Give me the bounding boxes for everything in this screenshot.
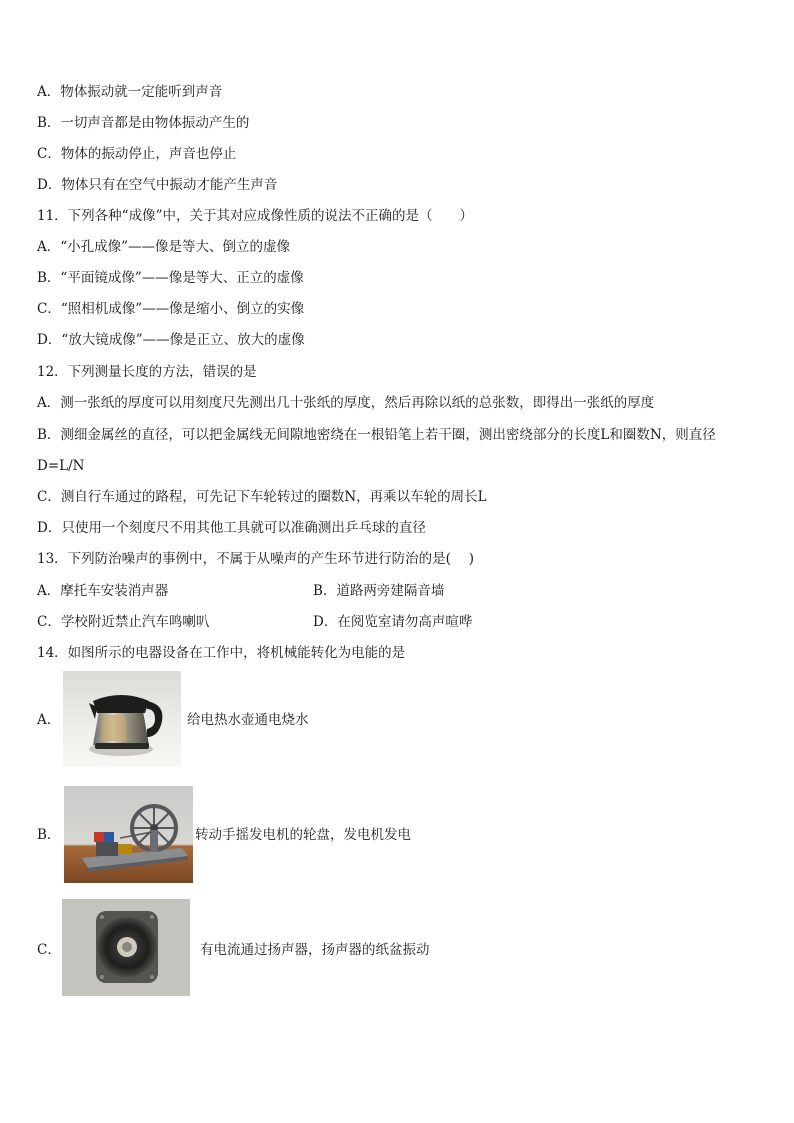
q10-option-c: C．物体的振动停止，声音也停止 xyxy=(37,146,237,162)
q13-stem: 13．下列防治噪声的事例中，不属于从噪声的产生环节进行防治的是( ) xyxy=(37,551,475,567)
q12-option-d: D．只使用一个刻度尺不用其他工具就可以准确测出乒乓球的直径 xyxy=(37,520,426,536)
q10-option-d: D．物体只有在空气中振动才能产生声音 xyxy=(37,177,278,193)
q14-option-a-label: A． xyxy=(37,712,61,728)
q12-option-c: C．测自行车通过的路程，可先记下车轮转过的圈数N，再乘以车轮的周长L xyxy=(37,489,487,505)
q14-option-b-label: B． xyxy=(37,827,61,843)
q10-option-a: A．物体振动就一定能听到声音 xyxy=(37,84,223,100)
electric-kettle-icon xyxy=(63,671,181,767)
electric-kettle-photo xyxy=(63,671,181,767)
q12-option-a: A．测一张纸的厚度可以用刻度尺先测出几十张纸的厚度，然后再除以纸的总张数，即得出一张纸的厚度 xyxy=(37,395,655,411)
loudspeaker-photo xyxy=(62,899,190,996)
q13-option-b: B．道路两旁建隔音墙 xyxy=(313,583,445,599)
q14-option-b-caption: 转动手摇发电机的轮盘，发电机发电 xyxy=(195,827,411,843)
q14-option-c-caption: 有电流通过扬声器，扬声器的纸盆振动 xyxy=(200,942,430,958)
q14-option-c-label: C． xyxy=(37,942,61,958)
q11-option-c: C．“照相机成像”——像是缩小、倒立的实像 xyxy=(37,301,305,317)
hand-crank-generator-icon xyxy=(64,786,193,883)
q14-option-a-caption: 给电热水壶通电烧水 xyxy=(187,712,309,728)
q11-stem: 11．下列各种“成像”中，关于其对应成像性质的说法不正确的是（ ） xyxy=(37,208,473,224)
q12-stem: 12．下列测量长度的方法，错误的是 xyxy=(37,364,257,380)
loudspeaker-icon xyxy=(62,899,190,996)
q11-option-b: B．“平面镜成像”——像是等大、正立的虚像 xyxy=(37,270,304,286)
q11-option-d: D．“放大镜成像”——像是正立、放大的虚像 xyxy=(37,332,305,348)
q11-option-a: A．“小孔成像”——像是等大、倒立的虚像 xyxy=(37,239,291,255)
q10-option-b: B．一切声音都是由物体振动产生的 xyxy=(37,115,250,131)
q12-option-b-continued: D=L/N xyxy=(37,458,85,474)
q13-option-a: A．摩托车安装消声器 xyxy=(37,583,169,599)
q14-stem: 14．如图所示的电器设备在工作中，将机械能转化为电能的是 xyxy=(37,645,406,661)
hand-crank-generator-photo xyxy=(64,786,193,883)
q13-option-d: D．在阅览室请勿高声喧哗 xyxy=(313,614,473,630)
q12-option-b: B．测细金属丝的直径，可以把金属线无间隙地密绕在一根铅笔上若干圈，测出密绕部分的长度L和圈数N，则直径 xyxy=(37,427,716,443)
q13-option-c: C．学校附近禁止汽车鸣喇叭 xyxy=(37,614,210,630)
